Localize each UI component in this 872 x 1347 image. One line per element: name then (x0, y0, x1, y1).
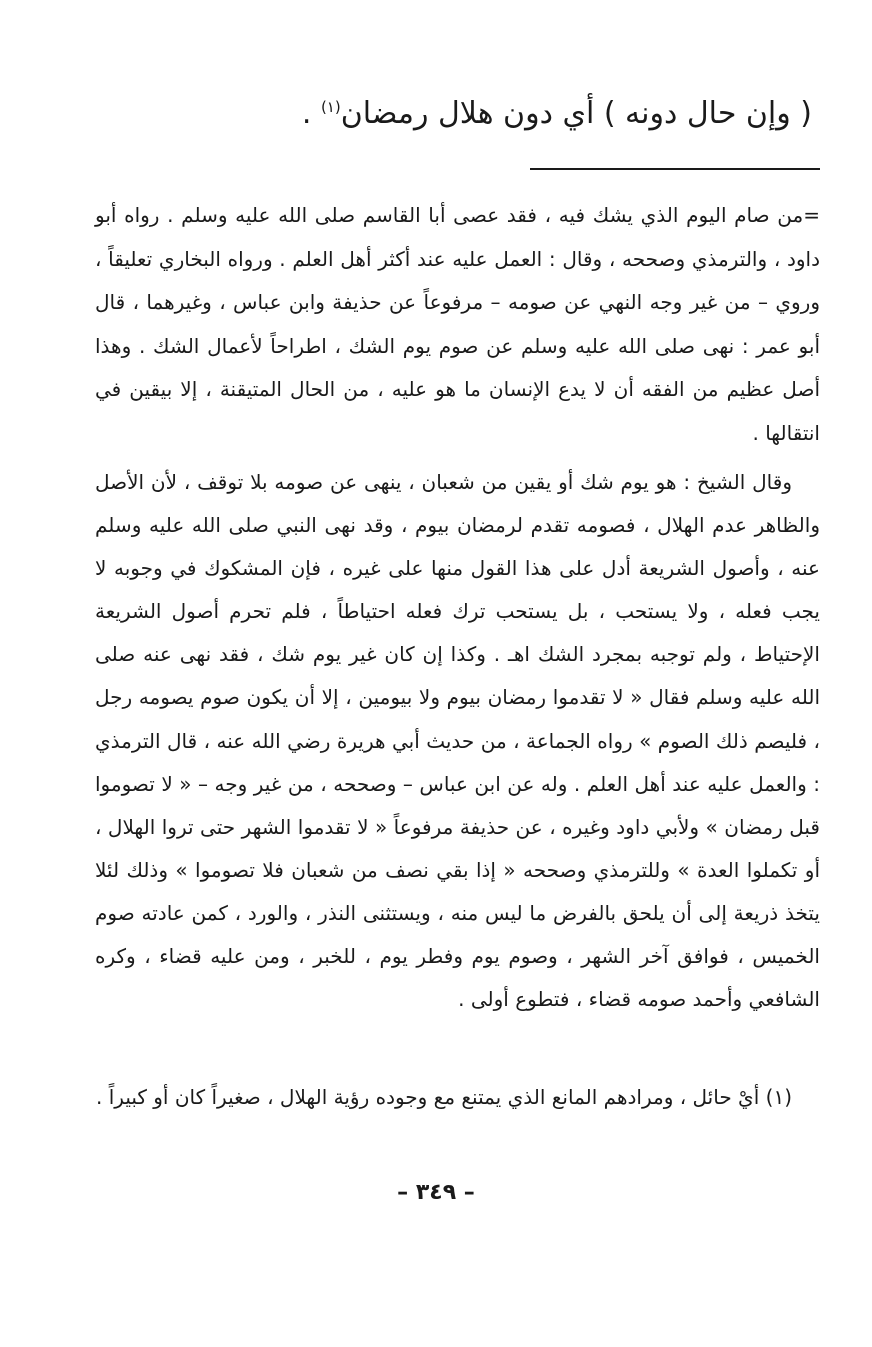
main-text: ( وإن حال دونه ) أي دون هلال رمضان (340, 96, 812, 131)
footnote-marker: (١) (320, 98, 341, 116)
commentary-paragraph-1: =من صام اليوم الذي يشك فيه ، فقد عصى أبا القاسم صلى الله عليه وسلم . رواه أبو داود ، والترمذي وصححه ، وقال : العمل عليه عند أكثر أهل العلم . ورواه البخاري تعليقاً ، وروي – من غير وجه النهي عن صومه – مرفوعاً عن حذيفة وابن عباس ، وغيرهما ، قال أبو عمر : نهى صلى الله عليه وسلم عن صوم يوم الشك ، اطراحاً لأعمال الشك . وهذا أصل عظيم من الفقه أن لا يدع الإنسان ما هو عليه ، من الحال المتيقنة ، إلا بيقين في انتقالها . (95, 203, 820, 445)
main-text-line (290, 90, 812, 138)
footnote-1: (١) أيْ حائل ، ومرادهم المانع الذي يمتنع مع وجوده رؤية الهلال ، صغيراً كان أو كبيراً . (96, 1085, 792, 1109)
commentary-block (95, 194, 820, 1021)
main-text-end: . (301, 96, 321, 131)
commentary-paragraph-2: وقال الشيخ : هو يوم شك أو يقين من شعبان ، ينهى عن صومه بلا توقف ، لأن الأصل والظاهر عدم الهلال ، فصومه تقدم لرمضان بيوم ، وقد نهى النبي صلى الله عليه وسلم عنه ، وأصول الشريعة أدل على هذا القول منها على غيره ، فإن المشكوك في وجوبه لا يجب فعله ، ولا يستحب ، بل يستحب ترك فعله احتياطاً ، فلم تحرم أصول الشريعة الإحتياط ، ولم توجبه بمجرد الشك اهـ . وكذا إن كان غير يوم شك ، فقد نهى عنه صلى الله عليه وسلم فقال « لا تقدموا رمضان بيوم ولا بيومين ، إلا أن يكون صوم يصومه رجل ، فليصم ذلك الصوم » رواه الجماعة ، من حديث أبي هريرة رضي الله عنه ، قال الترمذي : والعمل عليه عند أهل العلم . وله عن ابن عباس – وصححه ، من غير وجه – « لا تصوموا قبل رمضان » ولأبي داود وغيره ، عن حذيفة مرفوعاً « لا تقدموا الشهر حتى تروا الهلال ، أو تكملوا العدة » وللترمذي وصححه « إذا بقي نصف من شعبان فلا تصوموا » وذلك لئلا يتخذ ذريعة إلى أن يلحق بالفرض ما ليس منه ، ويستثنى النذر ، والورد ، كمن عادته صوم الخميس ، فوافق آخر الشهر ، وصوم يوم وفطر يوم ، للخبر ، ومن عليه قضاء ، وكره الشافعي وأحمد صومه قضاء ، فتطوع أولى . (95, 470, 820, 1012)
page-number: – ٣٤٩ – (397, 1180, 475, 1205)
footnote-separator-rule (530, 168, 820, 170)
